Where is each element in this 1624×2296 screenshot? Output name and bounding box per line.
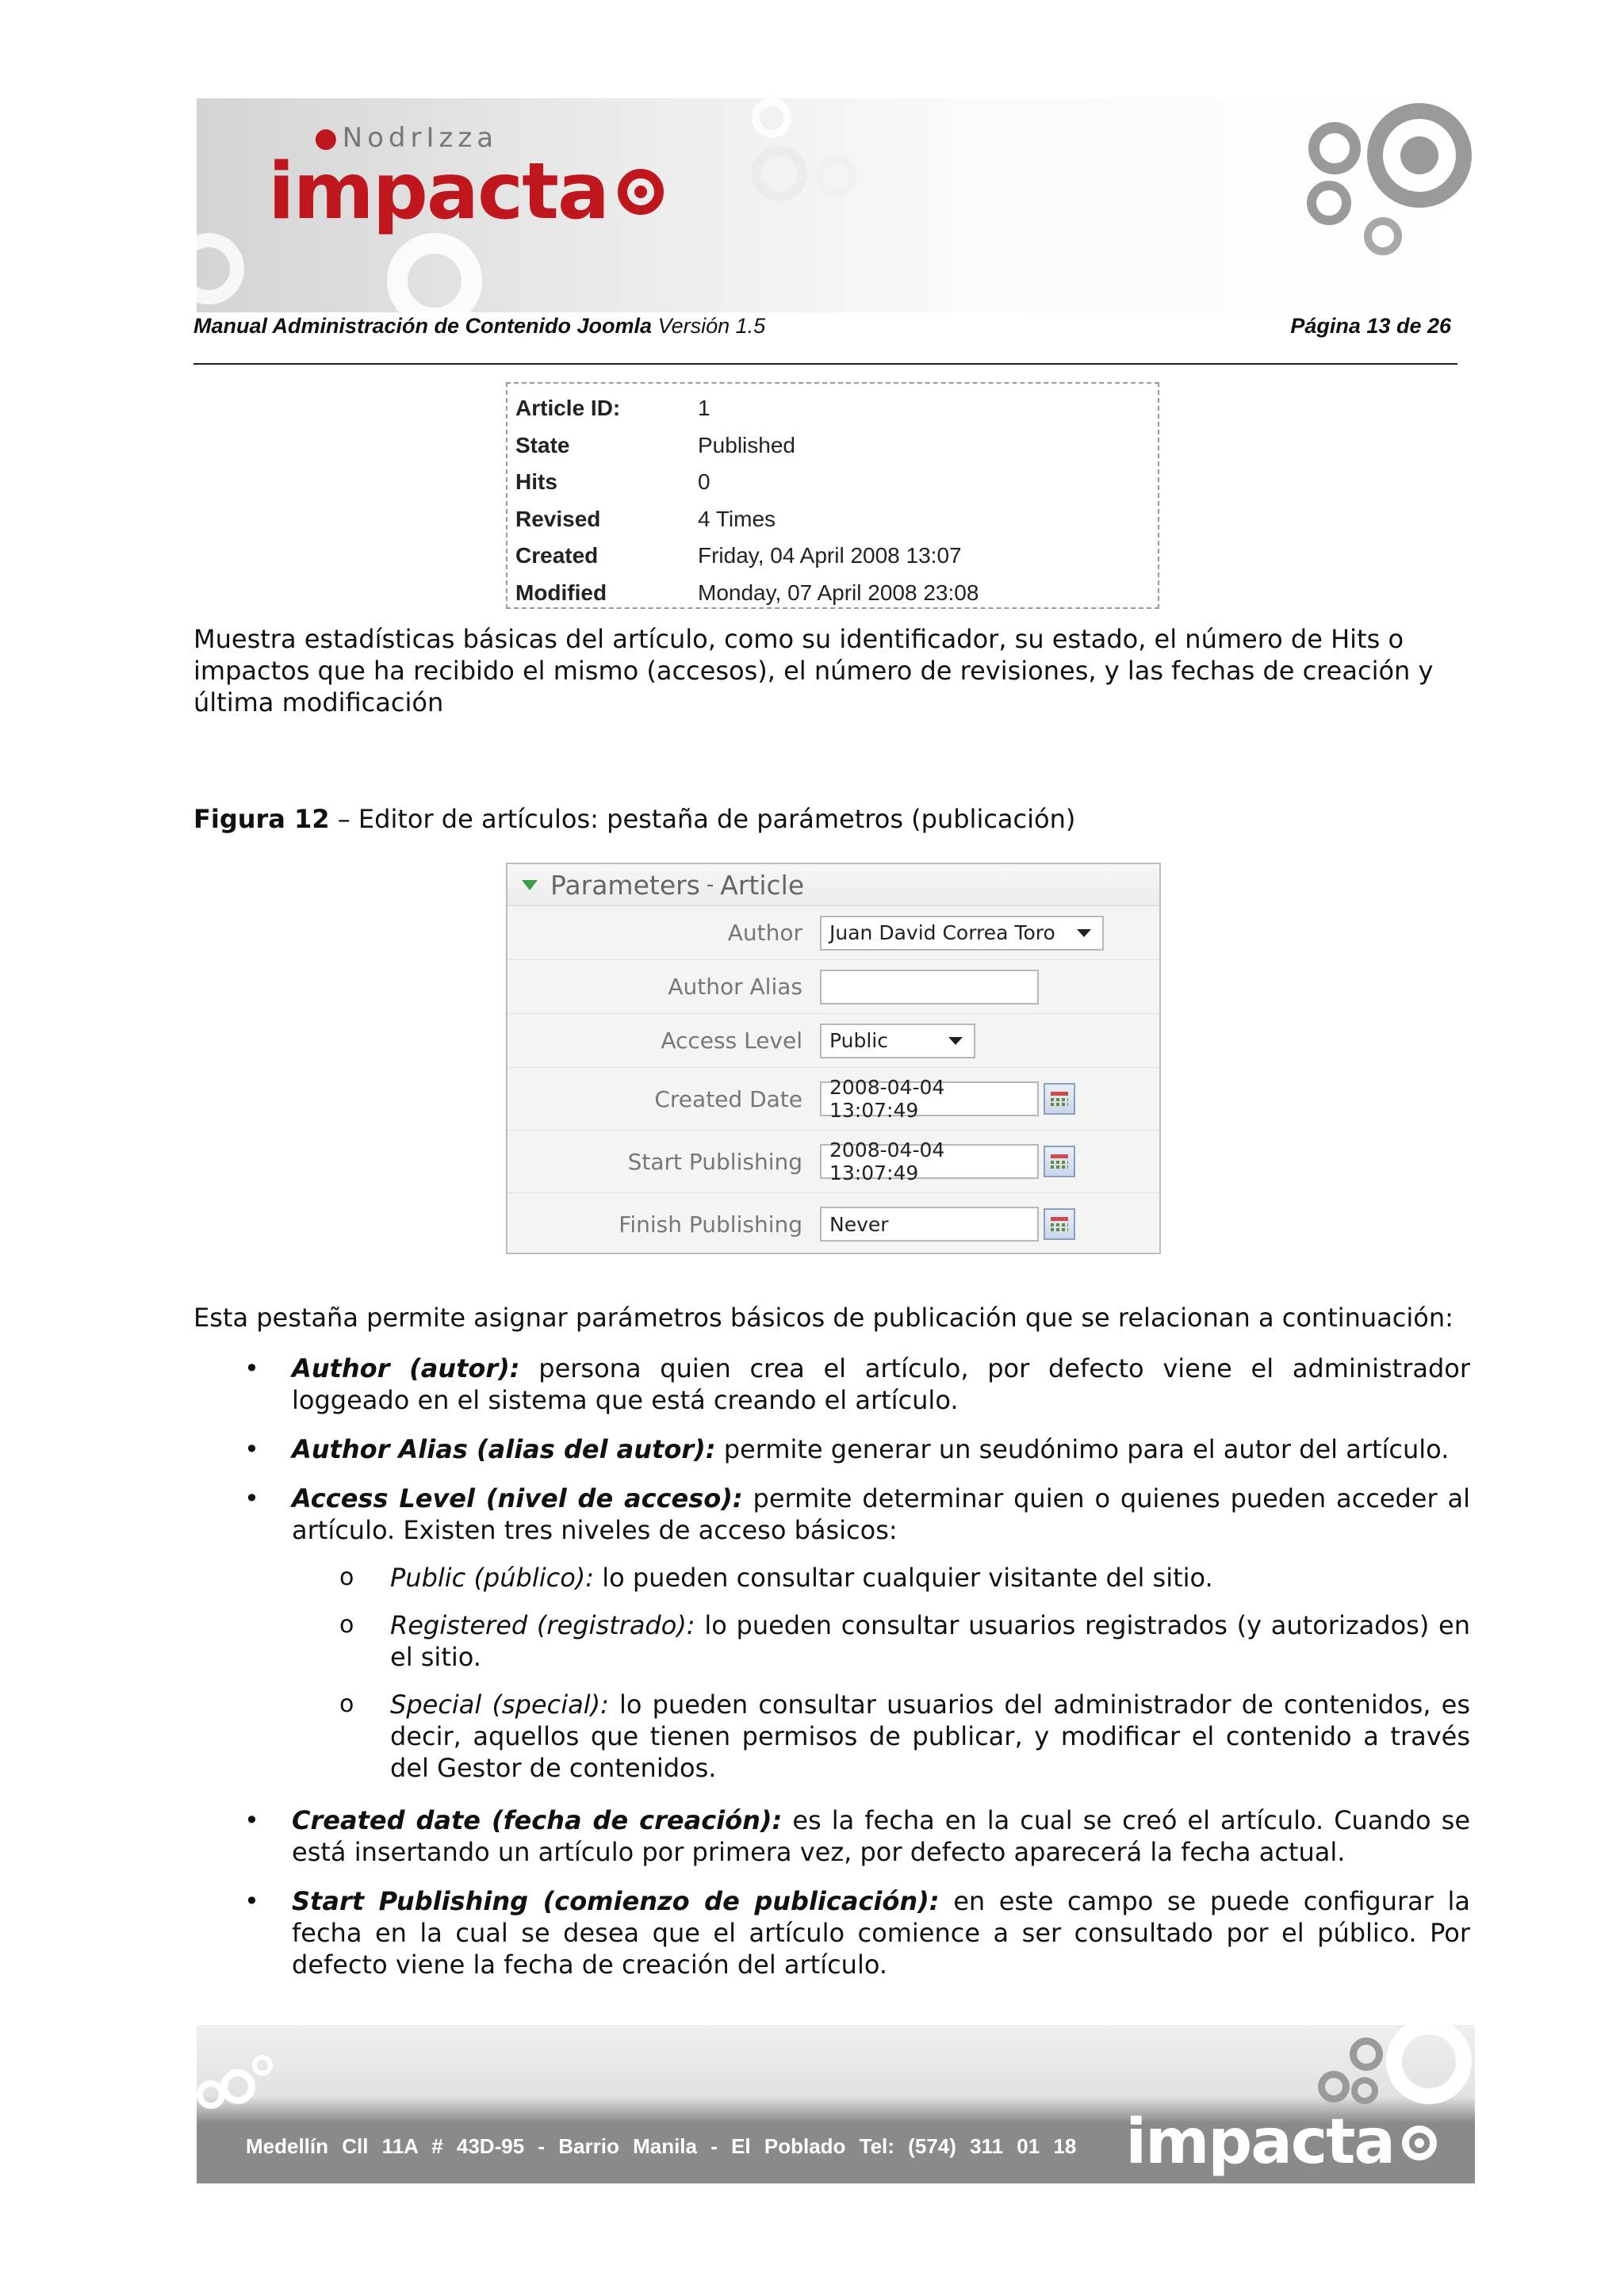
access-level-row — [508, 1014, 1159, 1068]
decorative-ring — [1386, 2025, 1472, 2104]
footer-banner — [197, 2025, 1475, 2183]
start-publishing-label: Start Publishing — [627, 1148, 802, 1175]
table-row — [508, 427, 1158, 465]
brand-circle-icon — [618, 169, 664, 215]
figure-caption-text: – Editor de artículos: pestaña de parámetros (publicación) — [337, 804, 1076, 834]
chevron-down-icon — [948, 1037, 963, 1045]
access-level-select[interactable] — [820, 1024, 975, 1058]
term-author: Author (autor): — [292, 1353, 520, 1383]
header-divider — [193, 363, 1457, 365]
table-row — [508, 501, 1158, 538]
author-alias-label: Author Alias — [668, 974, 802, 1000]
calendar-icon[interactable] — [1044, 1208, 1075, 1240]
access-level-value: Public — [829, 1029, 888, 1052]
circle-bullet-icon: o — [339, 1563, 354, 1591]
stats-paragraph: Muestra estadísticas básicas del artículo, como su identificador, su estado, el número de Hits o impactos que ha recibido el mismo (accesos), el número de revisiones, y las fechas de creación y última modificación — [193, 624, 1434, 718]
author-select[interactable] — [820, 916, 1104, 951]
doc-title: Manual Administración de Contenido Joomla — [193, 314, 653, 338]
start-publishing-input[interactable]: 2008-04-04 13:07:49 — [820, 1144, 1039, 1179]
decorative-ring — [197, 233, 244, 304]
term-created-date: Created date (fecha de creación): — [292, 1805, 783, 1835]
info-value: 4 Times — [698, 506, 776, 531]
info-key: Revised — [515, 506, 601, 531]
decorative-ring — [387, 233, 482, 312]
author-alias-row — [508, 960, 1159, 1014]
doc-version: Versión 1.5 — [657, 314, 766, 338]
desc-author: persona quien crea el artículo, por defecto viene el administrador loggeado en el sistema que está creando el artículo. — [292, 1353, 1471, 1415]
panel-subtitle: Article — [720, 869, 805, 901]
info-value: 0 — [698, 469, 710, 495]
decorative-ring — [220, 2069, 255, 2104]
finish-publishing-row — [508, 1193, 1159, 1255]
table-row — [508, 464, 1158, 501]
footer-address: Medellín Cll 11A # 43D-95 - Barrio Manila - El Poblado Tel: (574) 311 01 18 — [246, 2134, 1077, 2158]
circle-bullet-icon: o — [339, 1690, 354, 1718]
decorative-ring — [815, 155, 856, 197]
author-label: Author — [727, 920, 802, 946]
panel-separator: - — [706, 873, 714, 897]
brand-circle-icon — [1402, 2126, 1437, 2160]
bullet-icon: • — [244, 1434, 259, 1464]
created-date-input[interactable]: 2008-04-04 13:07:49 — [820, 1081, 1039, 1116]
intro-paragraph: Esta pestaña permite asignar parámetros básicos de publicación que se relacionan a continuación: — [193, 1303, 1454, 1333]
access-level-label: Access Level — [661, 1027, 802, 1054]
term-start-publishing: Start Publishing (comienzo de publicación): — [292, 1886, 940, 1916]
info-key: Article ID: — [515, 396, 621, 421]
finish-publishing-input[interactable]: Never — [820, 1207, 1039, 1242]
term-access-level: Access Level (nivel de acceso): — [292, 1483, 743, 1513]
desc-registered: lo pueden consultar usuarios registrados (y autorizados) en el sitio. — [390, 1610, 1471, 1672]
info-value: Monday, 07 April 2008 23:08 — [698, 580, 979, 605]
info-key: Created — [515, 543, 599, 568]
term-registered: Registered (registrado): — [390, 1610, 695, 1640]
panel-title: Parameters — [550, 869, 700, 901]
finish-publishing-label: Finish Publishing — [619, 1211, 802, 1238]
desc-public: lo pueden consultar cualquier visitante del sitio. — [594, 1563, 1213, 1593]
calendar-icon[interactable] — [1044, 1083, 1075, 1115]
table-row — [508, 575, 1158, 612]
author-select-value: Juan David Correa Toro — [829, 921, 1055, 944]
footer-brand-text: impacta — [1125, 2107, 1394, 2178]
desc-author-alias: permite generar un seudónimo para el autor del artículo. — [715, 1434, 1450, 1464]
parameters-panel — [506, 863, 1161, 1254]
table-row — [508, 390, 1158, 427]
decorative-ring — [1351, 2077, 1378, 2104]
circle-bullet-icon: o — [339, 1611, 354, 1639]
decorative-ring — [252, 2055, 273, 2076]
logo-brand: impacta — [268, 147, 609, 237]
article-info-table — [506, 382, 1159, 609]
chevron-down-icon — [1077, 929, 1091, 937]
logo-tagline: NodrIzza — [342, 122, 499, 154]
figure-number: Figura 12 — [193, 804, 330, 834]
author-row — [508, 906, 1159, 960]
created-date-row — [508, 1068, 1159, 1131]
desc-special: lo pueden consultar usuarios del administrador de contenidos, es decir, aquellos que tienen permisos de publicar, y modificar el contenido a través del Gestor de contenidos. — [390, 1689, 1471, 1783]
term-special: Special (special): — [390, 1689, 609, 1720]
footer-logo — [1125, 2107, 1437, 2178]
decorative-ring — [752, 146, 807, 201]
collapse-triangle-icon[interactable] — [522, 880, 538, 890]
header-banner — [197, 98, 1475, 312]
circle-cluster-icon — [1285, 98, 1475, 273]
decorative-ring — [752, 98, 791, 138]
term-author-alias: Author Alias (alias del autor): — [292, 1434, 716, 1464]
info-key: State — [515, 432, 570, 457]
desc-start-publishing: en este campo se puede configurar la fecha en la cual se desea que el artículo comience a ser consultado por el público. Por defecto viene la fecha de creación del artículo. — [292, 1886, 1471, 1980]
term-public: Public (público): — [390, 1563, 595, 1593]
parameters-panel-header[interactable] — [508, 864, 1159, 906]
figure-caption — [193, 804, 1075, 834]
decorative-ring — [1318, 2071, 1350, 2103]
desc-created-date: es la fecha en la cual se creó el artículo. Cuando se está insertando un artículo por primera vez, por defecto aparecerá la fecha actual. — [292, 1805, 1471, 1867]
start-publishing-row — [508, 1131, 1159, 1193]
author-alias-input[interactable] — [820, 970, 1039, 1004]
page-number: Página 13 de 26 — [1290, 314, 1451, 338]
info-value: 1 — [698, 396, 710, 421]
bullet-icon: • — [244, 1353, 259, 1383]
bullet-icon: • — [244, 1886, 259, 1916]
running-header — [193, 314, 1459, 339]
bullet-icon: • — [244, 1483, 259, 1513]
created-date-label: Created Date — [654, 1085, 802, 1112]
desc-access-level: permite determinar quien o quienes pueden acceder al artículo. Existen tres niveles de acceso básicos: — [292, 1483, 1470, 1545]
info-value: Friday, 04 April 2008 13:07 — [698, 543, 962, 568]
info-value: Published — [698, 432, 795, 457]
company-logo: ●NodrIzza impacta — [268, 122, 664, 230]
table-row — [508, 538, 1158, 575]
info-key: Modified — [515, 580, 607, 605]
decorative-ring — [1350, 2038, 1383, 2071]
info-key: Hits — [515, 469, 557, 495]
calendar-icon[interactable] — [1044, 1146, 1075, 1177]
bullet-icon: • — [244, 1805, 259, 1835]
